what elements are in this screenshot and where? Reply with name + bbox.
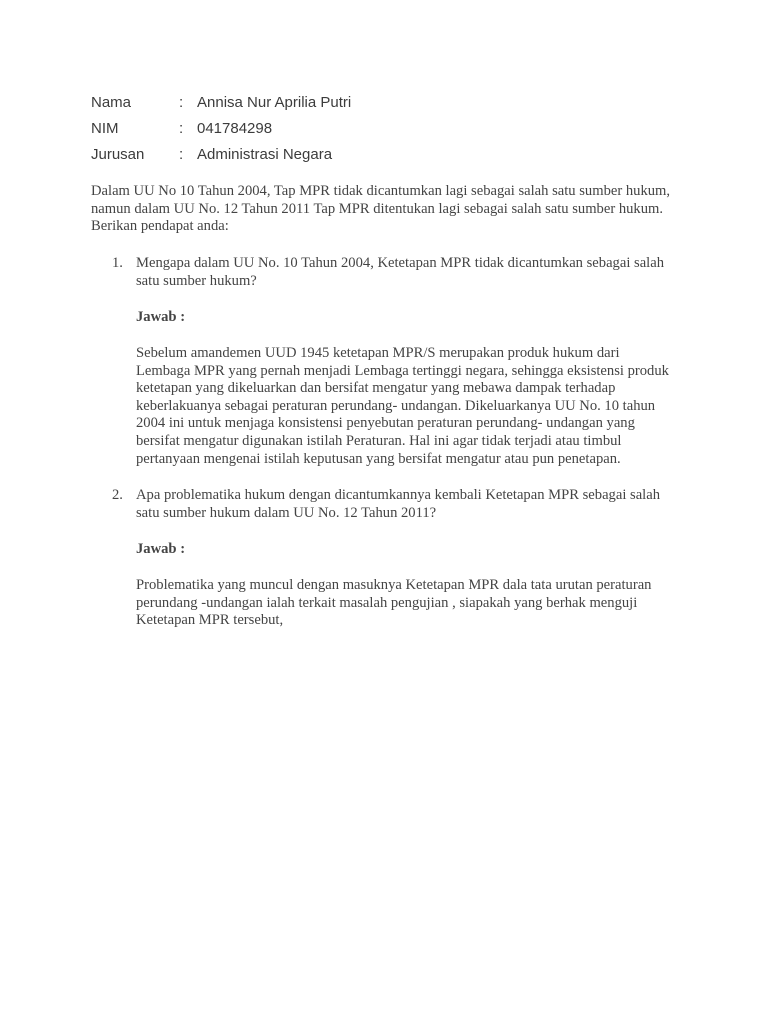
intro-paragraph: Dalam UU No 10 Tahun 2004, Tap MPR tidak dicantumkan lagi sebagai salah satu sumber hukum, namun dalam UU No. 12 Tahun 2011 Tap MPR ditentukan lagi sebagai salah satu sumber hukum. Berikan pendapat anda: bbox=[91, 183, 671, 235]
jurusan-row bbox=[91, 144, 351, 170]
answer-1-text: Sebelum amandemen UUD 1945 ketetapan MPR/S merupakan produk hukum dari Lembaga MPR yang pernah menjadi Lembaga tertinggi negara, sehingga eksistensi produk ketetapan yang dikeluarkan dan bersifat mengatur yang mebawa dampak terhadap keberlakuanya sebagai peraturan perundang- undangan. Dikeluarkanya UU No. 10 tahun 2004 ini untuk menjaga konsistensi penyebutan peraturan perundang- undangan yang bersifat mengatur digunakan istilah Peraturan. Hal ini agar tidak terjadi atau timbul pertanyaan mengenai istilah keputusan yang bersifat mengatur atau pun penetapan. bbox=[136, 345, 669, 467]
nim-row bbox=[91, 118, 351, 144]
jurusan-colon: : bbox=[179, 146, 184, 163]
question-2 bbox=[91, 487, 691, 522]
name-colon: : bbox=[179, 94, 184, 111]
name-value: Annisa Nur Aprilia Putri bbox=[197, 94, 352, 111]
nim-value: 041784298 bbox=[197, 120, 273, 137]
student-info bbox=[91, 92, 351, 170]
jurusan-value: Administrasi Negara bbox=[197, 146, 333, 163]
name-label: Nama bbox=[91, 94, 132, 111]
answer-2-text: Problematika yang muncul dengan masuknya Ketetapan MPR dala tata urutan peraturan perundang -undangan ialah terkait masalah pengujian , siapakah yang berhak menguji Ketetapan MPR tersebut, bbox=[136, 577, 652, 629]
nim-label: NIM bbox=[91, 120, 119, 137]
name-row bbox=[91, 92, 351, 118]
jawab-2-label: Jawab : bbox=[136, 541, 186, 557]
question-2-text: Apa problematika hukum dengan dicantumkannya kembali Ketetapan MPR sebagai salah satu sumber hukum dalam UU No. 12 Tahun 2011? bbox=[136, 487, 661, 521]
question-1-number: 1. bbox=[112, 255, 123, 271]
jurusan-label: Jurusan bbox=[91, 146, 145, 163]
nim-colon: : bbox=[179, 120, 184, 137]
question-1-text: Mengapa dalam UU No. 10 Tahun 2004, Ketetapan MPR tidak dicantumkan sebagai salah satu sumber hukum? bbox=[136, 255, 665, 289]
jawab-1-label: Jawab : bbox=[136, 309, 186, 325]
question-2-number: 2. bbox=[112, 487, 123, 503]
question-1 bbox=[91, 255, 691, 290]
